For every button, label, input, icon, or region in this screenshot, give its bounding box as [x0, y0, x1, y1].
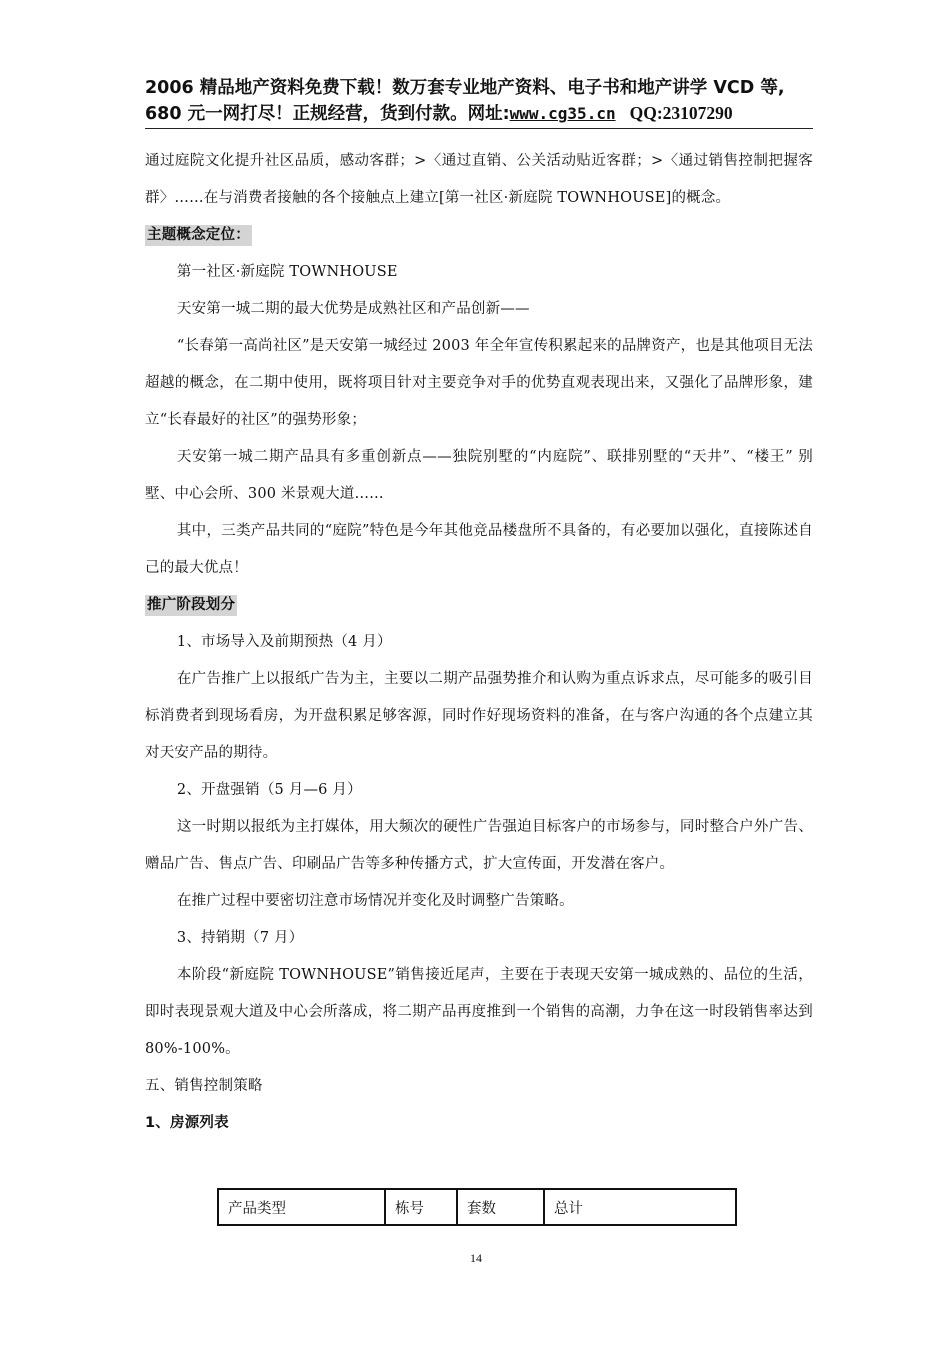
page-header: [145, 76, 813, 127]
header-line-2: [145, 101, 813, 127]
phase-2-note: 在推广过程中要密切注意市场情况并变化及时调整广告策略。: [176, 893, 574, 909]
housing-table-wrapper: [217, 1188, 737, 1226]
header-line-2-text: 680 元一网打尽！正规经营，货到付款。网址:: [145, 104, 510, 124]
header-divider: [145, 128, 813, 129]
website-link[interactable]: www.cg35.cn: [509, 104, 616, 123]
paragraph-concept-name: 第一社区·新庭院 TOWNHOUSE: [176, 264, 398, 280]
column-header-product-type: 产品类型: [218, 1189, 385, 1225]
housing-table: [217, 1188, 737, 1226]
column-header-total: 总计: [544, 1189, 736, 1225]
paragraph-advantage: 天安第一城二期的最大优势是成熟社区和产品创新——: [176, 301, 530, 317]
page-number: 14: [470, 1251, 482, 1265]
heading-theme-concept-text: 主题概念定位：: [145, 225, 252, 246]
heading-promotion-phases-text: 推广阶段划分: [145, 595, 237, 616]
heading-housing-list-text: 1、房源列表: [145, 1115, 229, 1131]
header-line-1: 2006 精品地产资料免费下载！数万套专业地产资料、电子书和地产讲学 VCD 等,: [145, 78, 785, 98]
paragraph-brand-asset: “长春第一高尚社区”是天安第一城经过 2003 年全年宣传积累起来的品牌资产，也是其他项目无法超越的概念，在二期中使用，既将项目针对主要竞争对手的优势直观表现出来，又强化了品牌形象，建立“长春最好的社区”的强势形象；: [145, 338, 813, 428]
document-body: [145, 143, 813, 1142]
paragraph-innovation: 天安第一城二期产品具有多重创新点——独院别墅的“内庭院”、联排别墅的“天井”、“楼王” 别墅、中心会所、300 米景观大道……: [145, 449, 813, 502]
phase-2-title: 2、开盘强销（5 月—6 月）: [176, 782, 362, 798]
table-header-row: [218, 1189, 736, 1225]
section-sales-control: 五、销售控制策略: [145, 1078, 263, 1094]
heading-housing-list: [145, 1105, 813, 1142]
phase-1-description: 在广告推广上以报纸广告为主，主要以二期产品强势推介和认购为重点诉求点，尽可能多的吸引目标消费者到现场看房，为开盘积累足够客源，同时作好现场资料的准备，在与客户沟通的各个点建立其对天安产品的期待。: [145, 671, 813, 761]
phase-1-title: 1、市场导入及前期预热（4 月）: [176, 634, 392, 650]
column-header-unit-count: 套数: [457, 1189, 544, 1225]
paragraph-courtyard: 其中，三类产品共同的“庭院”特色是今年其他竞品楼盘所不具备的，有必要加以强化，直接陈述自己的最大优点！: [145, 523, 813, 576]
phase-3-title: 3、持销期（7 月）: [176, 930, 304, 946]
heading-theme-concept: [145, 217, 813, 254]
phase-2-description: 这一时期以报纸为主打媒体，用大频次的硬性广告强迫目标客户的市场参与，同时整合户外广告、赠品广告、售点广告、印刷品广告等多种传播方式，扩大宣传面，开发潜在客户。: [145, 819, 813, 872]
paragraph-intro: 通过庭院文化提升社区品质，感动客群；>〈通过直销、公关活动贴近客群；>〈通过销售控制把握客群〉……在与消费者接触的各个接触点上建立[第一社区·新庭院 TOWNHOUSE]的概念。: [145, 153, 813, 206]
column-header-building-no: 栋号: [385, 1189, 457, 1225]
heading-promotion-phases: [145, 587, 813, 624]
qq-number: QQ:23107290: [629, 103, 733, 123]
phase-3-description: 本阶段“新庭院 TOWNHOUSE”销售接近尾声，主要在于表现天安第一城成熟的、品位的生活，即时表现景观大道及中心会所落成，将二期产品再度推到一个销售的高潮，力争在这一时段销售率达到 80%-100%。: [145, 967, 813, 1057]
